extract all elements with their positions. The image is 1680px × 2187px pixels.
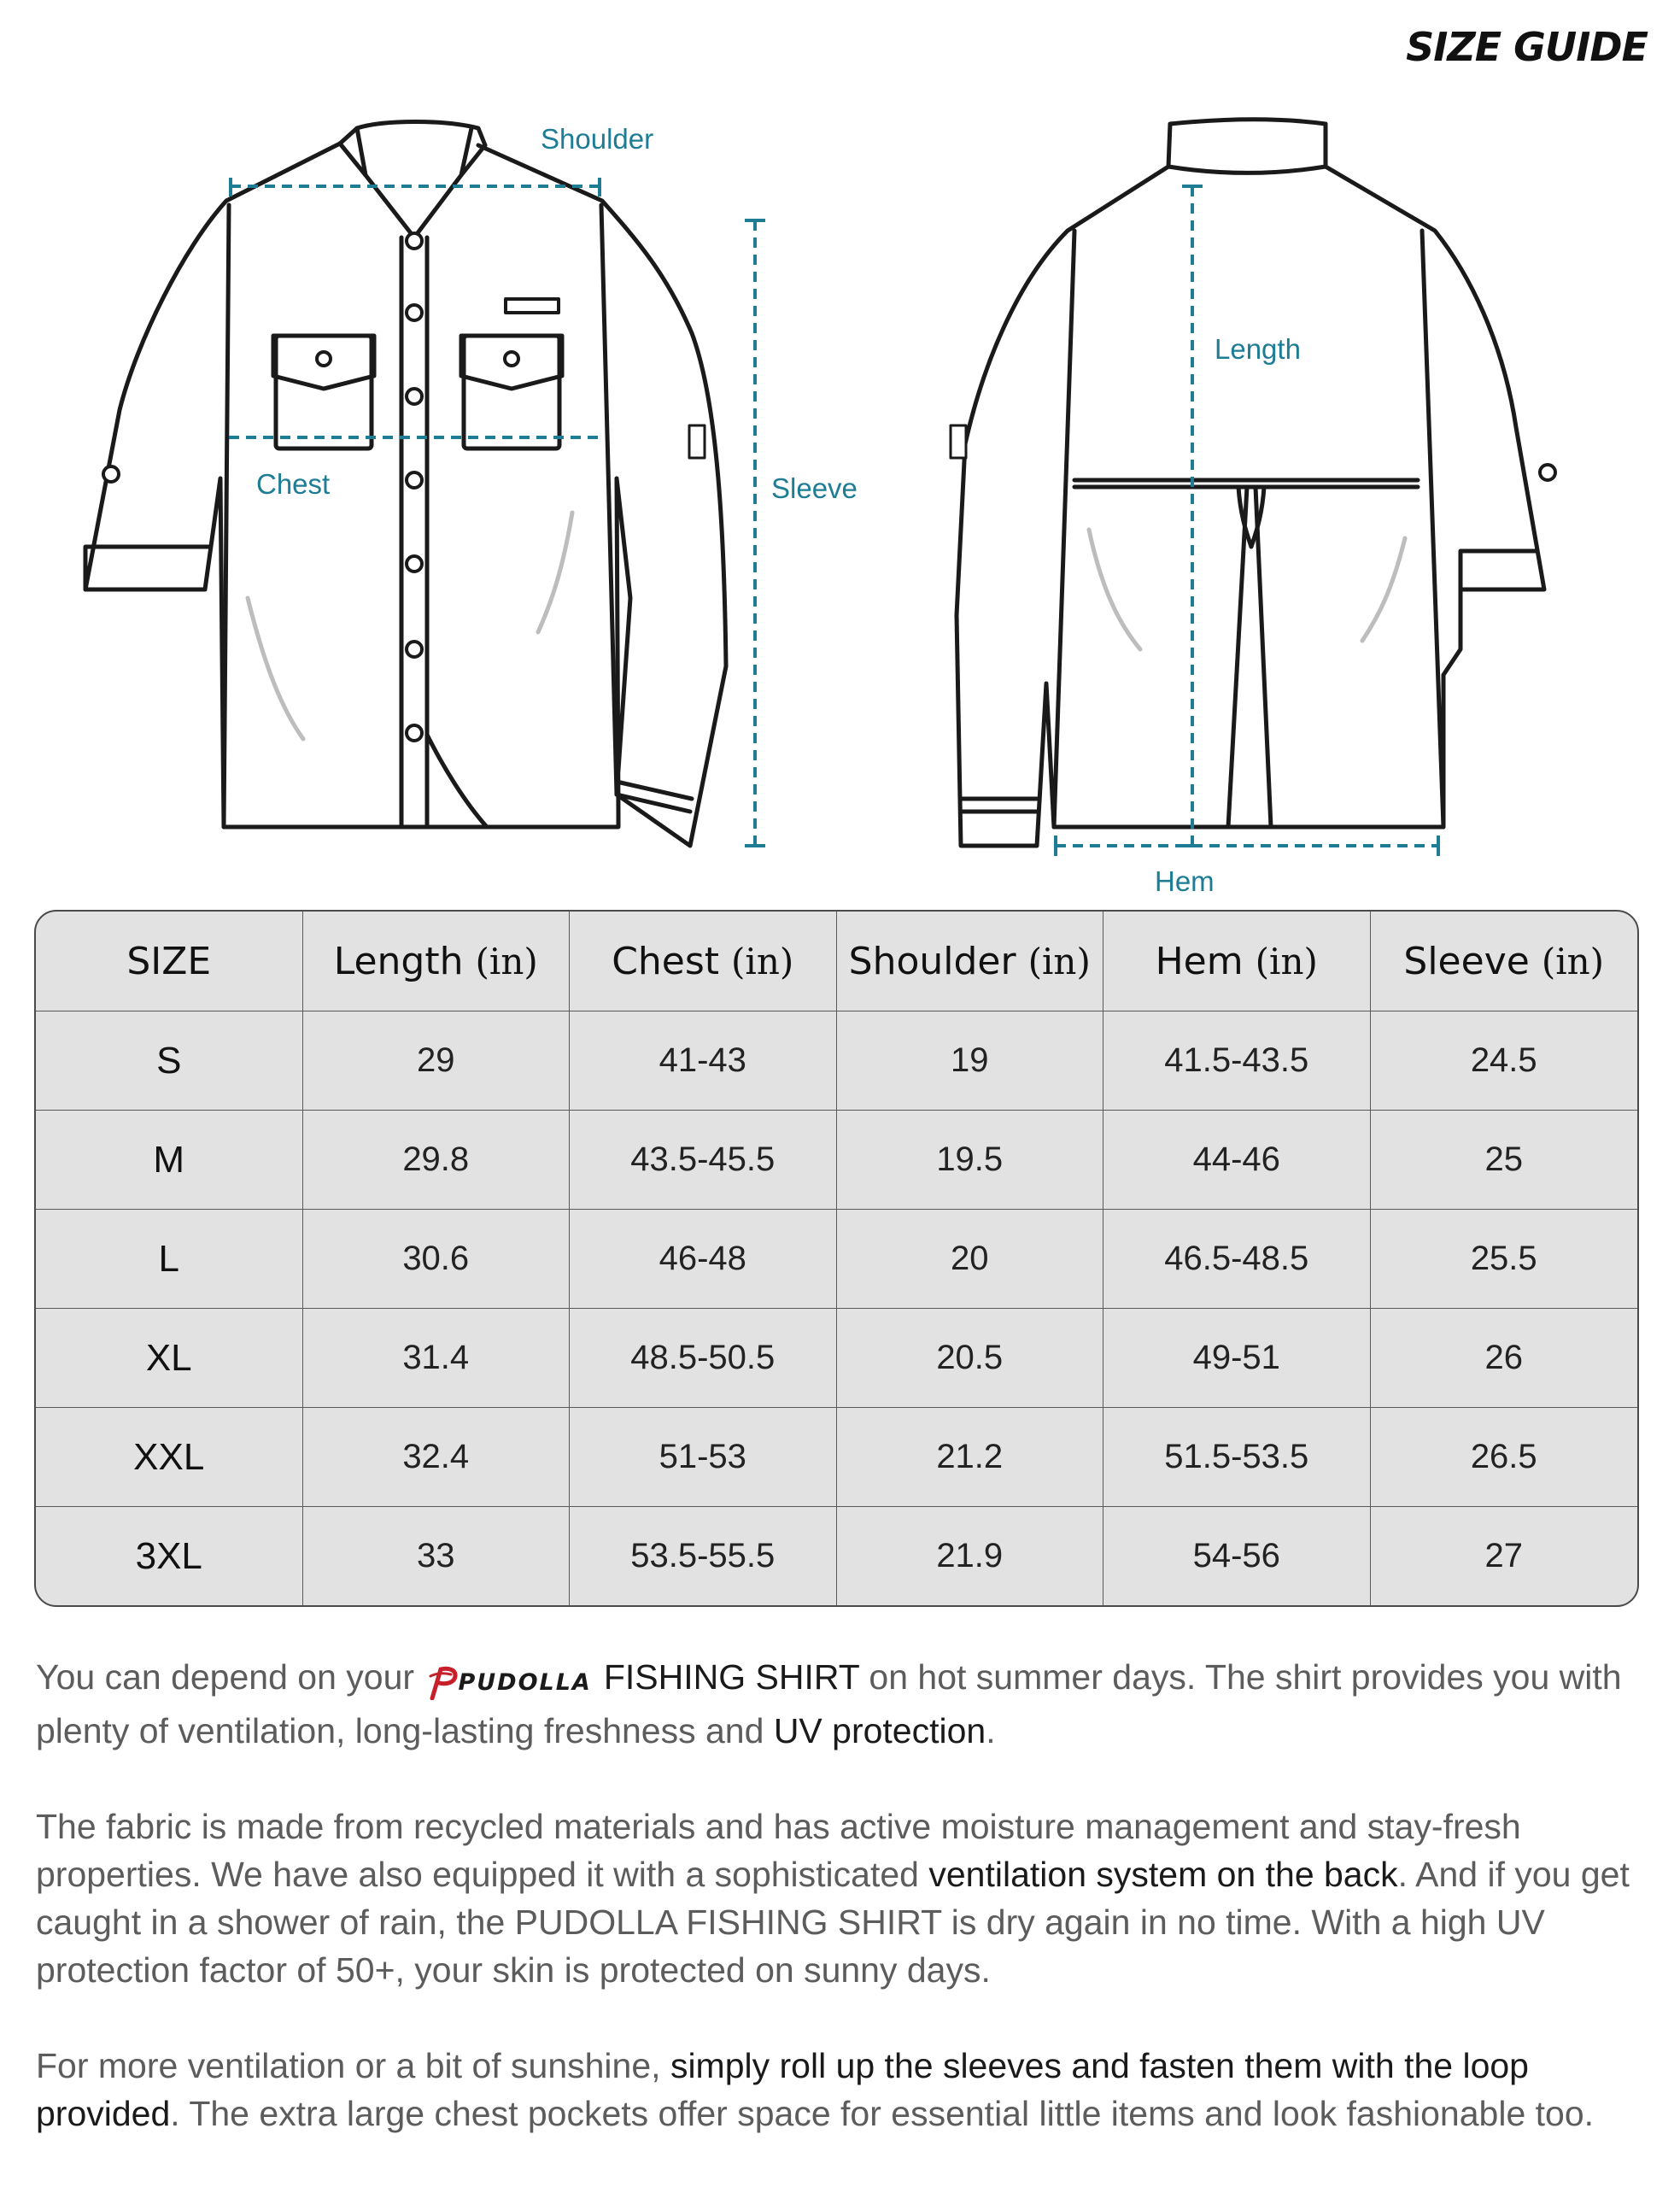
header-hem: Hem (in) [1103,912,1371,1011]
hem-cell: 51.5-53.5 [1103,1408,1371,1507]
header-size: SIZE [36,912,303,1011]
header-sleeve: Sleeve (in) [1371,912,1638,1011]
shoulder-cell: 20.5 [837,1309,1104,1408]
table-row [36,1408,1637,1507]
shoulder-cell: 19.5 [837,1111,1104,1210]
length-cell: 29 [303,1011,571,1111]
length-cell: 33 [303,1507,571,1605]
chest-cell: 48.5-50.5 [570,1309,837,1408]
chest-cell: 46-48 [570,1210,837,1309]
chest-cell: 43.5-45.5 [570,1111,837,1210]
table-header-row [36,912,1637,1011]
hem-label: Hem [1155,865,1215,897]
product-description [36,1653,1650,2185]
description-paragraph-3: For more ventilation or a bit of sunshine, simply roll up the sleeves and fasten them with the loop provided. The extra large chest pockets offer space for essential little items and look fashionable too. [36,2046,1595,2134]
table-row [36,1507,1637,1605]
pudolla-p-mark-icon [429,1666,458,1700]
chest-label: Chest [256,468,331,500]
table-row [36,1011,1637,1111]
chest-cell: 41-43 [570,1011,837,1111]
shoulder-cell: 20 [837,1210,1104,1309]
shoulder-cell: 19 [837,1011,1104,1111]
hem-cell: 44-46 [1103,1111,1371,1210]
size-cell: M [36,1111,303,1210]
hem-cell: 46.5-48.5 [1103,1210,1371,1309]
shoulder-cell: 21.2 [837,1408,1104,1507]
size-cell: 3XL [36,1507,303,1605]
shirt-illustration [0,0,1680,906]
shoulder-cell: 21.9 [837,1507,1104,1605]
pudolla-logo: PUDOLLA [429,1656,591,1707]
shoulder-label: Shoulder [541,123,654,155]
sleeve-label: Sleeve [771,472,858,504]
sleeve-cell: 25 [1371,1111,1638,1210]
chest-cell: 51-53 [570,1408,837,1507]
header-chest: Chest (in) [570,912,837,1011]
sleeve-cell: 24.5 [1371,1011,1638,1111]
length-cell: 29.8 [303,1111,571,1210]
description-paragraph-1: You can depend on your PUDOLLA FISHING SHIRT on hot summer days. The shirt provides you with plenty of ventilation, long-lasting freshness and UV protection. [36,1657,1622,1751]
shirt-measurement-diagram [0,0,1680,906]
length-cell: 30.6 [303,1210,571,1309]
header-length: Length (in) [303,912,571,1011]
hem-cell: 54-56 [1103,1507,1371,1605]
sleeve-cell: 27 [1484,1537,1523,1574]
sleeve-cell: 26.5 [1371,1408,1638,1507]
page-title: SIZE GUIDE [1406,24,1648,70]
sleeve-cell: 25.5 [1371,1210,1638,1309]
length-label: Length [1215,333,1301,365]
chest-cell: 53.5-55.5 [570,1507,837,1605]
size-cell: XXL [36,1408,303,1507]
hem-cell: 49-51 [1103,1309,1371,1408]
table-row [36,1210,1637,1309]
description-paragraph-2: The fabric is made from recycled materials and has active moisture management and stay-fresh properties. We have also equipped it with a sophisticated ventilation system on the back. And if you get caught in a shower of rain, the PUDOLLA FISHING SHIRT is dry again in no time. With a high UV protection factor of 50+, your skin is protected on sunny days. [36,1807,1630,1991]
size-cell: XL [36,1309,303,1408]
sleeve-cell: 26 [1371,1309,1638,1408]
size-chart-table [34,910,1639,1607]
hem-cell: 41.5-43.5 [1103,1011,1371,1111]
length-cell: 32.4 [303,1408,571,1507]
table-row [36,1111,1637,1210]
table-row [36,1309,1637,1408]
back-shirt-drawing [957,120,1544,846]
size-cell: L [36,1210,303,1309]
length-cell: 31.4 [303,1309,571,1408]
header-shoulder: Shoulder (in) [837,912,1104,1011]
size-cell: S [36,1011,303,1111]
